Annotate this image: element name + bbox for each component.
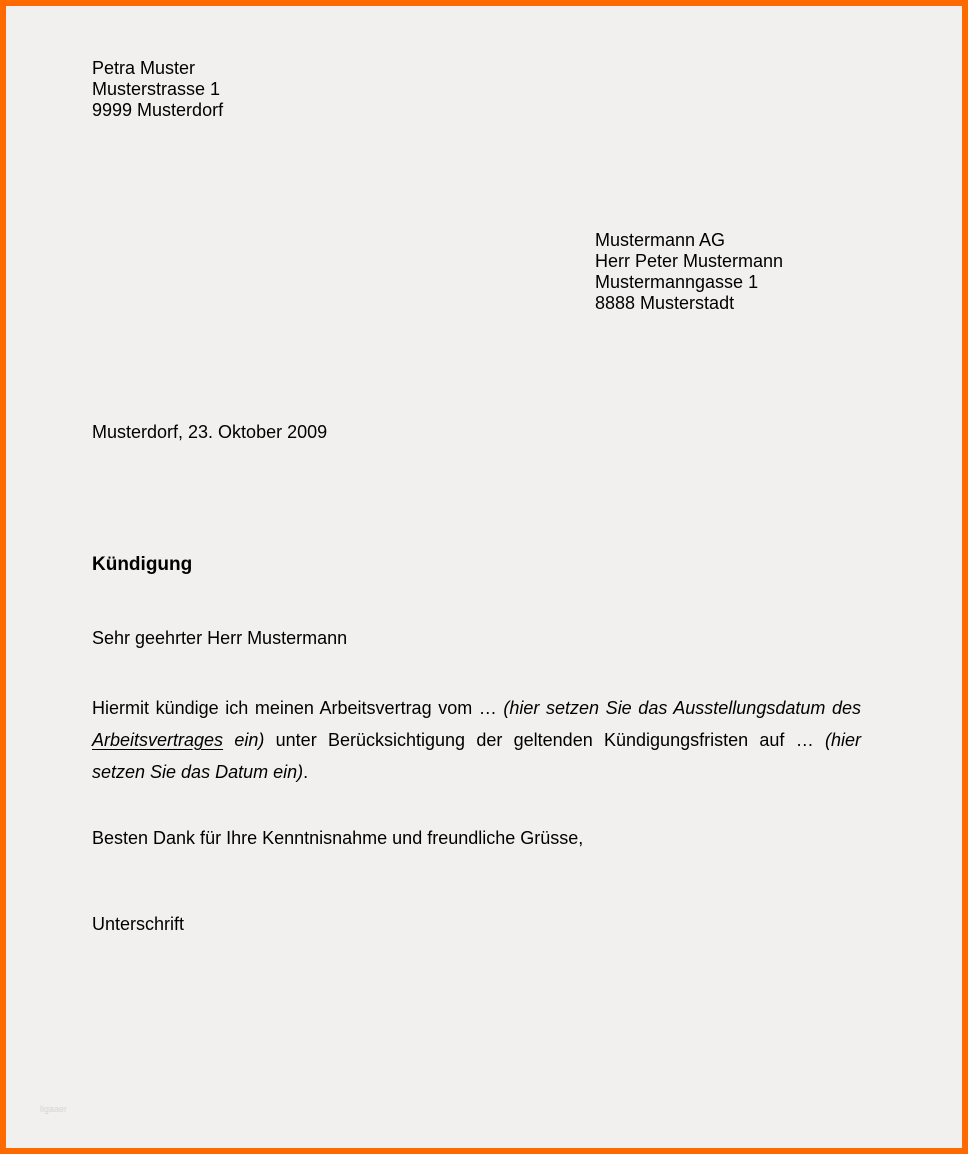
body-text-3: . (303, 762, 309, 782)
recipient-street: Mustermanngasse 1 (595, 272, 759, 292)
sender-city: 9999 Musterdorf (92, 100, 224, 120)
recipient-city: 8888 Musterstadt (595, 293, 735, 313)
body-placeholder-1: (hier setzen Sie das Ausstellungsdatum des (503, 698, 861, 718)
watermark: ligaaer (40, 1104, 68, 1114)
sender-address (92, 58, 223, 121)
body-placeholder-underlined: Arbeitsvertrages (92, 730, 224, 750)
letter-page (6, 6, 962, 1148)
recipient-person: Herr Peter Mustermann (595, 251, 784, 271)
closing-line: Besten Dank für Ihre Kenntnisnahme und freundliche Grüsse, (92, 828, 584, 848)
body-text-2: unter Berücksichtigung der geltenden Kündigungsfristen auf … (264, 730, 825, 750)
sender-street: Musterstrasse 1 (92, 79, 221, 99)
signature-line: Unterschrift (92, 914, 185, 934)
body-placeholder-2: (hier setzen Sie das Datum ein) (92, 730, 862, 782)
sender-name: Petra Muster (92, 58, 196, 78)
body-text-1: Hiermit kündige ich meinen Arbeitsvertrag vom … (92, 698, 504, 718)
body-placeholder-1-end: ein) (223, 730, 265, 750)
recipient-company: Mustermann AG (595, 230, 726, 250)
date-line: Musterdorf, 23. Oktober 2009 (92, 422, 328, 442)
subject-heading: Kündigung (92, 554, 193, 575)
salutation: Sehr geehrter Herr Mustermann (92, 628, 348, 648)
body-paragraph (92, 692, 861, 788)
recipient-address (595, 230, 783, 314)
